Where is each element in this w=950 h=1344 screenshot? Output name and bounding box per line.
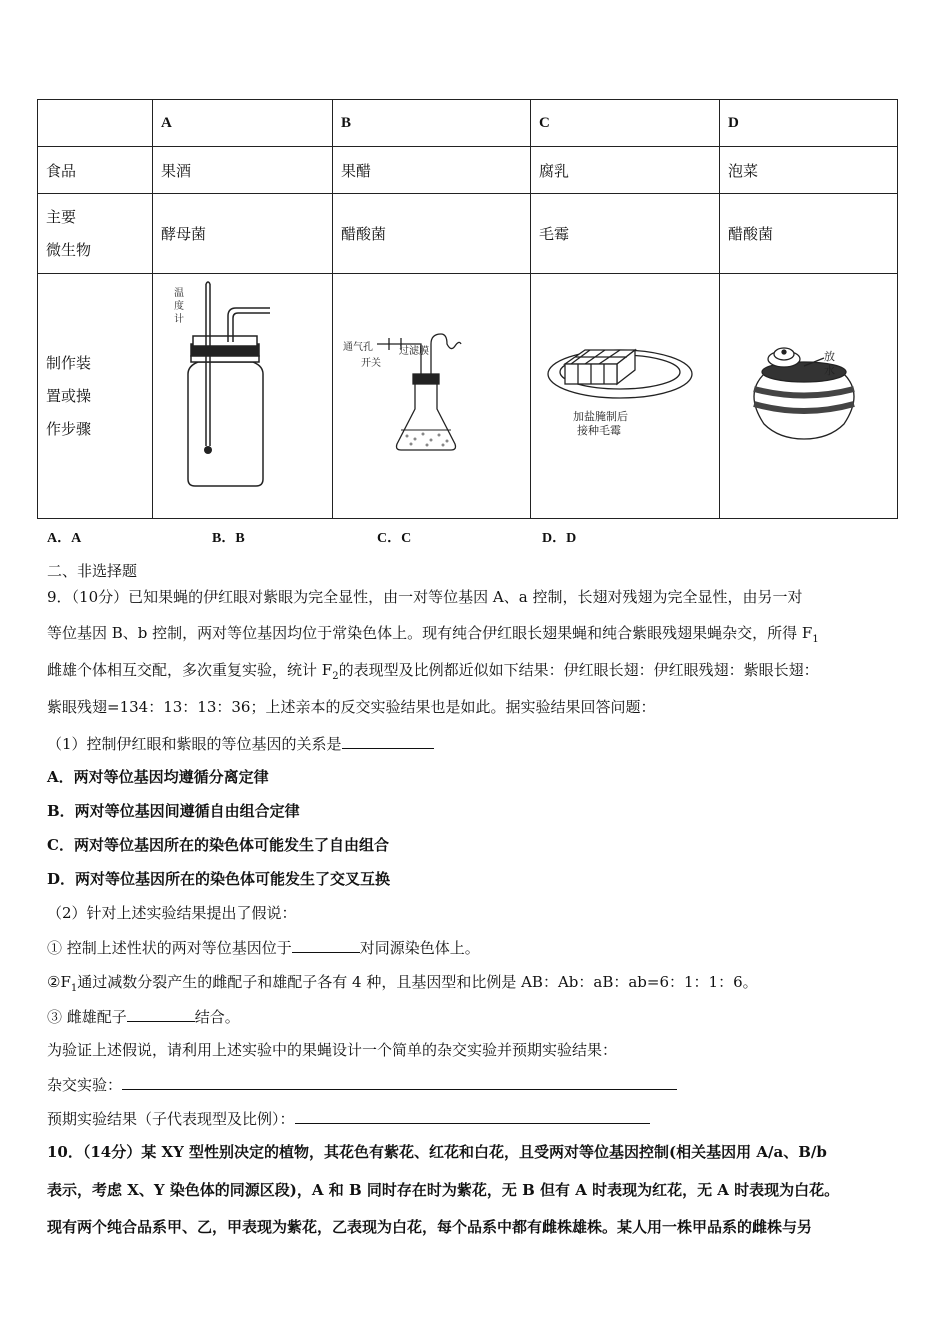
q9-line-4: 紫眼残翅=134：13：13：36；上述亲本的反交实验结果也是如此。据实验结果回答问题： — [47, 698, 656, 716]
q9-line-1: 9．（10分）已知果蝇的伊红眼对紫眼为完全显性，由一对等位基因 A、a 控制，长翅对残翅为完全显性，由另一对 — [47, 588, 803, 606]
row-label-line: 主要 — [46, 207, 77, 226]
row-label-microbe — [38, 194, 153, 274]
q9-line-3-rest: 的表现型及比例都近似如下结果：伊红眼长翅：伊红眼残翅：紫眼长翅： — [338, 661, 819, 679]
answer-blank[interactable] — [122, 1074, 677, 1090]
cell-microbe-c: 毛霉 — [531, 194, 720, 274]
q9-line-2-text: 等位基因 B、b 控制，两对等位基因均位于常染色体上。现有纯合伊红眼长翅果蝇和纯合紫眼残翅果蝇杂交，所得 F — [47, 624, 813, 642]
option-a[interactable]: A．A — [47, 531, 82, 546]
row-label-line: 微生物 — [46, 240, 92, 259]
q10-line-1: 10．（14分）某 XY 型性别决定的植物，其花色有紫花、红花和白花，且受两对等位基因控制(相关基因用 A/a、B/b — [47, 1143, 827, 1161]
q9-line-3-text: 雌雄个体相互交配，多次重复实验，统计 F — [47, 661, 333, 679]
option-d[interactable]: D．D — [542, 531, 577, 546]
header-cell-c: C — [531, 100, 720, 147]
figure-cell-d — [720, 274, 898, 519]
hypothesis-2 — [47, 972, 758, 999]
q9-part-1-text: （1）控制伊红眼和紫眼的等位基因的关系是 — [47, 735, 342, 753]
salt-step-label: 加盐腌制后 — [573, 410, 628, 423]
q10-line-2: 表示，考虑 X、Y 染色体的同源区段)，A 和 B 同时存在时为紫花，无 B 但有 A 时表现为红花，无 A 时表现为白花。 — [47, 1181, 840, 1199]
answer-blank[interactable] — [127, 1006, 195, 1022]
water-label: 水 — [823, 364, 835, 377]
hypothesis-3 — [47, 1006, 240, 1027]
row-label-device — [38, 274, 153, 519]
q9-part-1 — [47, 733, 434, 754]
choice-a[interactable]: A．两对等位基因均遵循分离定律 — [47, 768, 269, 786]
row-label-line: 置或操 — [46, 386, 92, 405]
header-cell-b: B — [333, 100, 531, 147]
hypothesis-1-text: ① 控制上述性状的两对等位基因位于 — [47, 939, 292, 957]
filter-label: 过滤膜 — [398, 346, 429, 357]
hypothesis-2-text: ②F — [47, 973, 71, 991]
answer-blank[interactable] — [295, 1108, 650, 1124]
hypothesis-3-text: ③ 雌雄配子 — [47, 1008, 127, 1026]
row-label-food: 食品 — [38, 147, 153, 194]
option-c[interactable]: C．C — [377, 531, 412, 546]
table-header-row — [38, 100, 898, 147]
thermometer-label: 计 — [173, 314, 184, 325]
subscript: 2 — [332, 671, 339, 682]
thermometer-label: 温 — [173, 288, 184, 299]
choice-b[interactable]: B．两对等位基因间遵循自由组合定律 — [47, 802, 300, 820]
q9-part-2: （2）针对上述实验结果提出了假说： — [47, 904, 297, 922]
cell-food-c: 腐乳 — [531, 147, 720, 194]
cell-food-d: 泡菜 — [720, 147, 898, 194]
table-row-food — [38, 147, 898, 194]
q9-line-3 — [47, 660, 819, 687]
cell-food-b: 果醋 — [333, 147, 531, 194]
inoculate-step-label: 接种毛霉 — [577, 424, 621, 437]
hypothesis-1-tail: 对同源染色体上。 — [359, 939, 480, 957]
figure-cell-c — [531, 274, 720, 519]
header-cell-empty — [38, 100, 153, 147]
figure-cell-a — [153, 274, 333, 519]
row-label-line: 作步骤 — [46, 419, 92, 438]
header-cell-a: A — [153, 100, 333, 147]
cell-microbe-a: 酵母菌 — [153, 194, 333, 274]
figure-cell-b — [333, 274, 531, 519]
answer-blank[interactable] — [342, 733, 434, 749]
answer-blank[interactable] — [292, 937, 360, 953]
switch-label: 开关 — [360, 358, 381, 369]
expected-result — [47, 1108, 650, 1129]
wine-bottle-illustration — [158, 274, 328, 514]
section-title: 二、非选择题 — [47, 562, 138, 580]
thermometer-label: 度 — [173, 301, 184, 312]
flask-illustration — [337, 274, 527, 514]
subscript: 1 — [70, 983, 78, 994]
microbe-table — [37, 99, 898, 519]
vent-label: 通气孔 — [342, 342, 373, 353]
expected-label: 预期实验结果（子代表现型及比例）： — [47, 1110, 295, 1128]
table-row-device — [38, 274, 898, 519]
hypothesis-1 — [47, 937, 480, 958]
tofu-plate-illustration — [535, 274, 715, 514]
hypothesis-2-tail: 通过减数分裂产生的雌配子和雄配子各有 4 种，且基因型和比例是 AB：Ab：aB：ab=6：1：1：6。 — [77, 973, 758, 991]
cross-experiment — [47, 1074, 677, 1095]
choice-d[interactable]: D．两对等位基因所在的染色体可能发生了交叉互换 — [47, 870, 391, 888]
cell-food-a: 果酒 — [153, 147, 333, 194]
verify-instruction: 为验证上述假说，请利用上述实验中的果蝇设计一个简单的杂交实验并预期实验结果： — [47, 1041, 618, 1059]
subscript: 1 — [812, 634, 819, 645]
option-b[interactable]: B．B — [212, 531, 245, 546]
hypothesis-3-tail: 结合。 — [194, 1008, 240, 1026]
pickle-jar-illustration — [724, 274, 894, 514]
row-label-line: 制作装 — [46, 353, 92, 372]
table-row-microbe — [38, 194, 898, 274]
choice-c[interactable]: C．两对等位基因所在的染色体可能发生了自由组合 — [47, 836, 389, 854]
cell-microbe-b: 醋酸菌 — [333, 194, 531, 274]
header-cell-d: D — [720, 100, 898, 147]
cross-label: 杂交实验： — [47, 1076, 123, 1094]
q10-line-3: 现有两个纯合品系甲、乙，甲表现为紫花，乙表现为白花，每个品系中都有雌株雄株。某人用一株甲品系的雌株与另 — [47, 1218, 813, 1236]
q9-line-2 — [47, 623, 819, 650]
water-label: 放 — [823, 350, 835, 363]
cell-microbe-d: 醋酸菌 — [720, 194, 898, 274]
